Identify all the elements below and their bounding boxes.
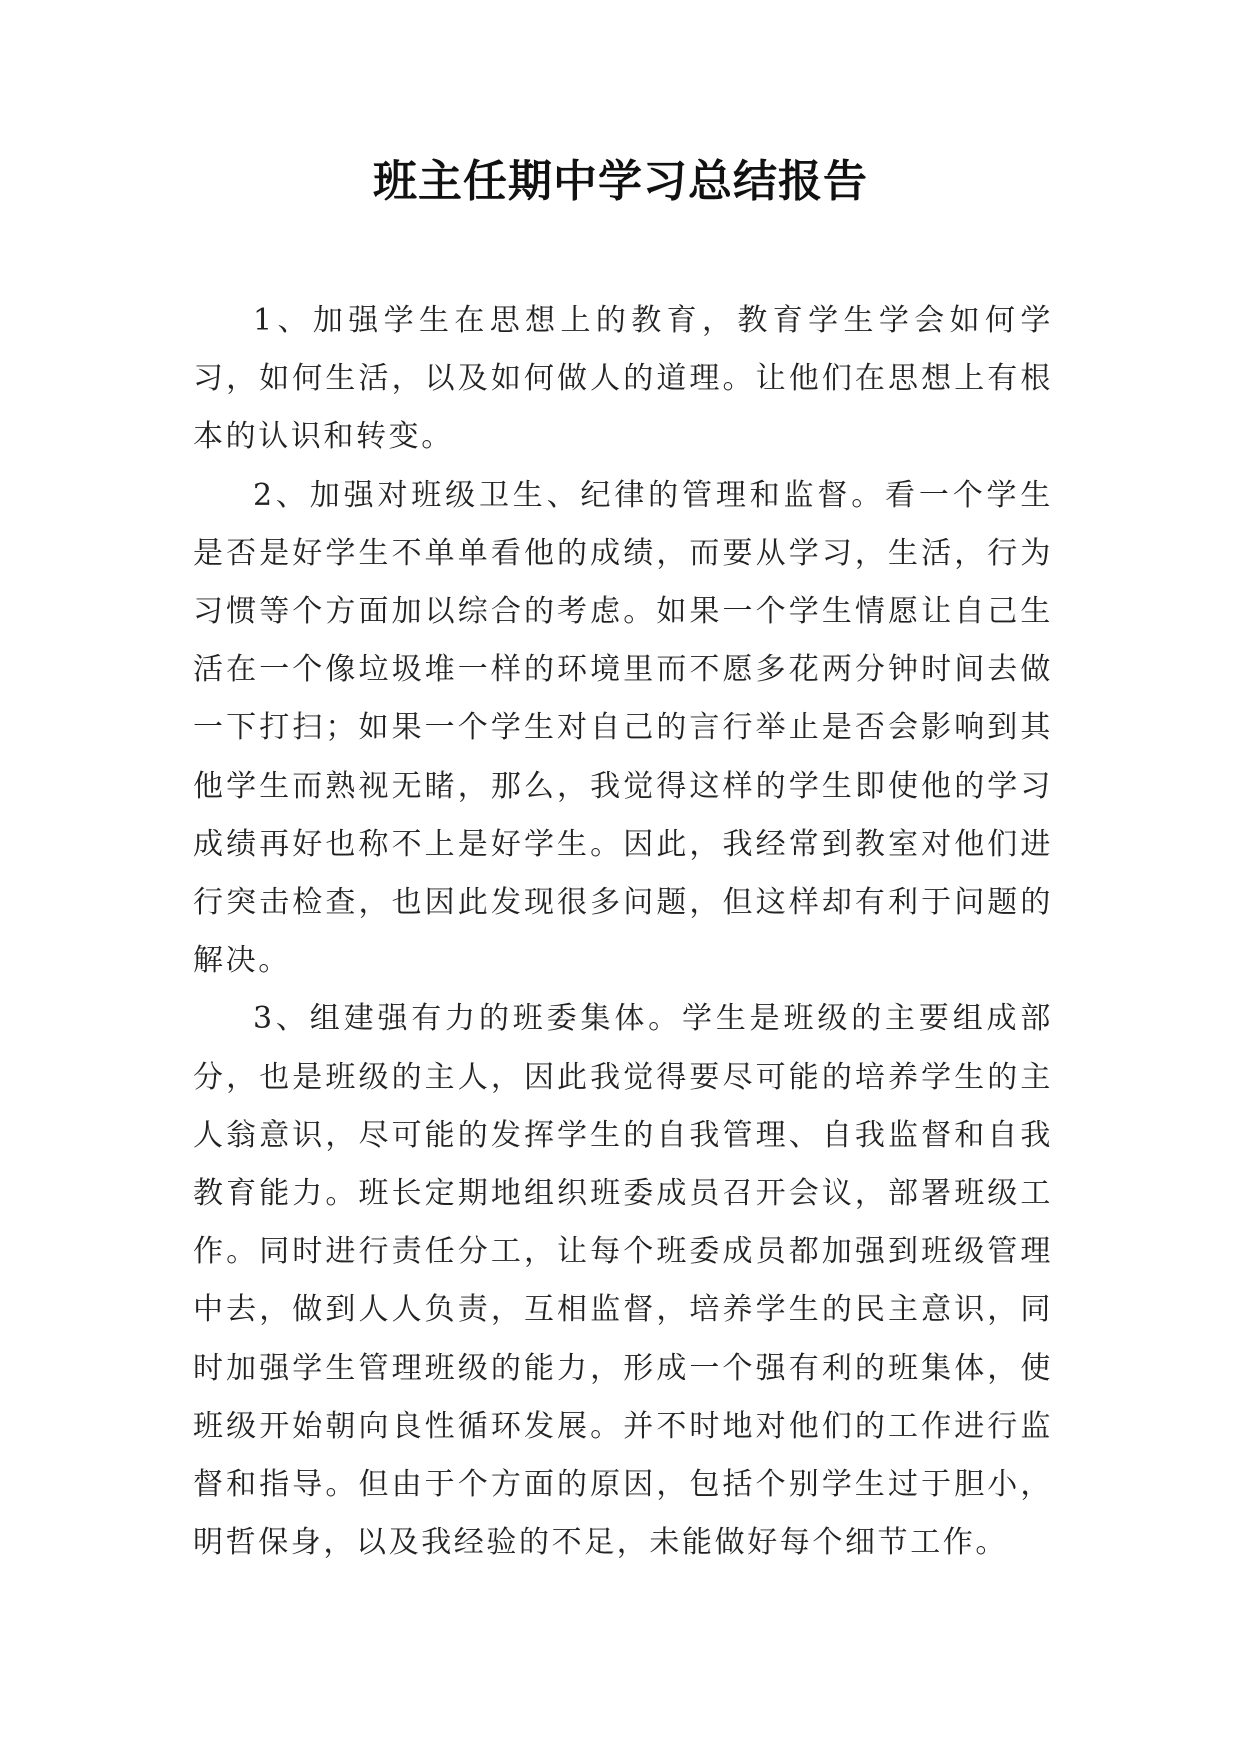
paragraph-3: 3、组建强有力的班委集体。学生是班级的主要组成部分，也是班级的主人，因此我觉得要尽可能的培养学生的主人翁意识，尽可能的发挥学生的自我管理、自我监督和自我教育能力。班长定期地组织班委成员召开会议，部署班级工作。同时进行责任分工，让每个班委成员都加强到班级管理中去，做到人人负责，互相监督，培养学生的民主意识，同时加强学生管理班级的能力，形成一个强有利的班集体，使班级开始朝向良性循环发展。并不时地对他们的工作进行监督和指导。但由于个方面的原因，包括个别学生过于胆小，明哲保身，以及我经验的不足，未能做好每个细节工作。 bbox=[193, 1001, 1053, 1561]
document-body bbox=[193, 292, 1053, 1572]
paragraph-1: 1、加强学生在思想上的教育，教育学生学会如何学习，如何生活，以及如何做人的道理。让他们在思想上有根本的认识和转变。 bbox=[193, 303, 1053, 455]
paragraph-2: 2、加强对班级卫生、纪律的管理和监督。看一个学生是否是好学生不单单看他的成绩，而要从学习，生活，行为习惯等个方面加以综合的考虑。如果一个学生情愿让自己生活在一个像垃圾堆一样的环境里而不愿多花两分钟时间去做一下打扫；如果一个学生对自己的言行举止是否会影响到其他学生而熟视无睹，那么，我觉得这样的学生即使他的学习成绩再好也称不上是好学生。因此，我经常到教室对他们进行突击检查，也因此发现很多问题，但这样却有利于问题的解决。 bbox=[193, 477, 1053, 979]
document-title: 班主任期中学习总结报告 bbox=[373, 156, 868, 207]
